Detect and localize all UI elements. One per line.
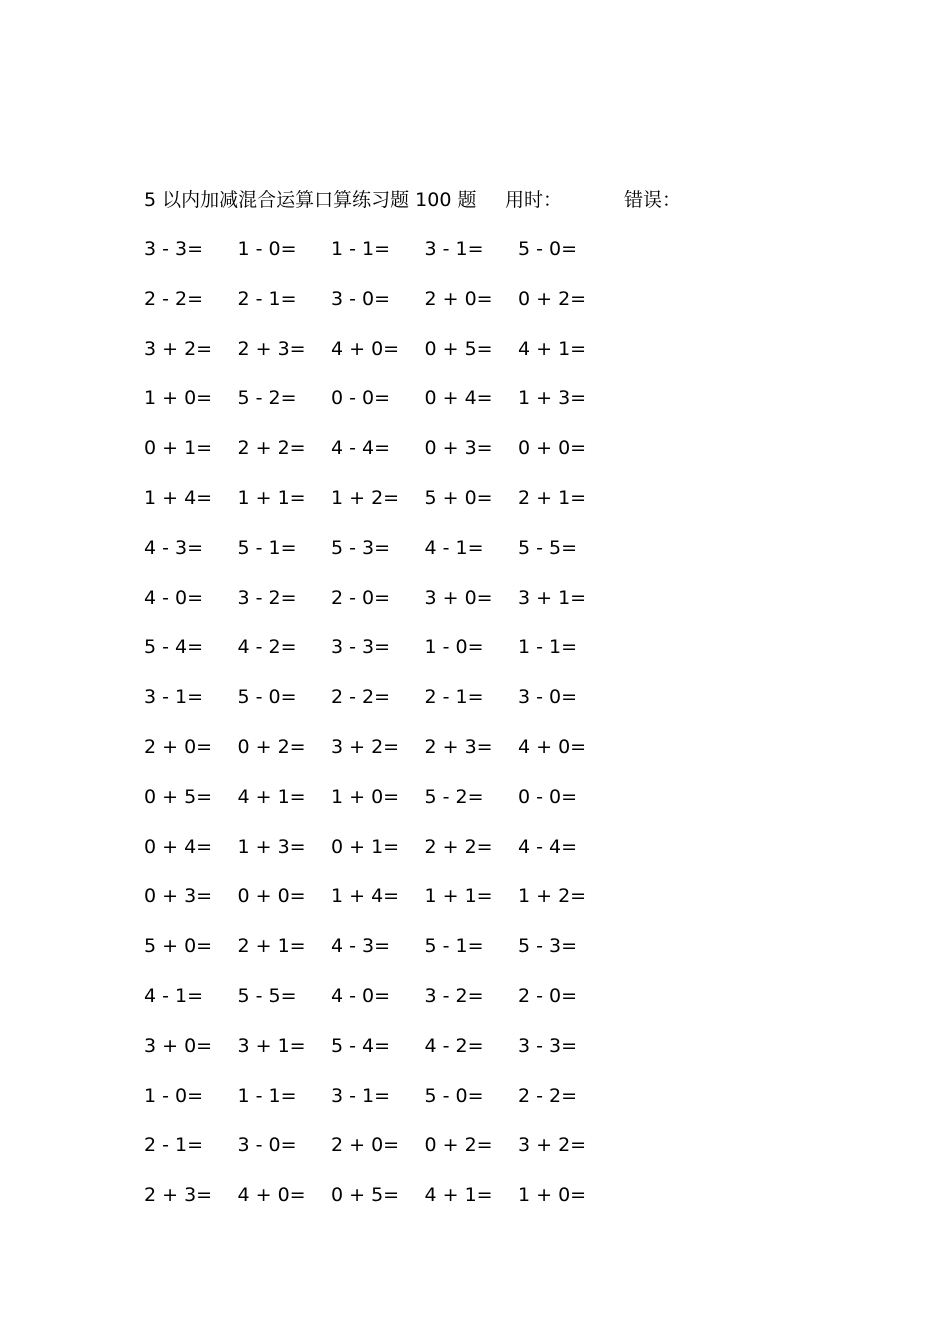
problem-cell: 3 - 2=	[237, 586, 297, 609]
errors-label: 错误：	[624, 189, 682, 211]
problem-cell: 0 - 0=	[331, 387, 391, 410]
problem-row	[144, 833, 614, 883]
problem-cell: 2 - 2=	[331, 686, 391, 709]
problem-cell: 0 + 3=	[144, 885, 213, 908]
problem-cell: 2 + 1=	[518, 486, 587, 509]
problem-cell: 0 - 0=	[518, 785, 578, 808]
problem-cell: 3 + 2=	[331, 735, 400, 758]
problem-cell: 4 + 0=	[518, 735, 587, 758]
problem-cell: 1 - 0=	[237, 238, 297, 260]
problem-cell: 0 + 2=	[518, 287, 587, 310]
problem-cell: 4 - 4=	[518, 835, 578, 858]
time-used-label: 用时：	[505, 189, 563, 211]
problem-cell: 2 - 1=	[424, 686, 484, 709]
problem-cell: 2 - 2=	[518, 1084, 578, 1107]
problem-cell: 3 + 2=	[518, 1134, 587, 1157]
problem-row	[144, 1082, 614, 1132]
problem-row	[144, 384, 614, 434]
problem-cell: 1 + 4=	[144, 486, 213, 509]
problem-cell: 5 - 3=	[331, 536, 391, 559]
problem-cell: 5 - 0=	[237, 686, 297, 709]
problem-cell: 4 + 0=	[331, 337, 400, 360]
problem-cell: 4 - 1=	[424, 536, 484, 559]
problem-cell: 3 + 0=	[424, 586, 493, 609]
problem-cell: 0 + 2=	[237, 735, 306, 758]
problem-cell: 1 + 1=	[424, 885, 493, 908]
problem-cell: 4 - 2=	[424, 1034, 484, 1057]
problem-cell: 0 + 5=	[144, 785, 213, 808]
problem-cell: 1 - 0=	[144, 1084, 204, 1107]
problem-cell: 5 - 0=	[424, 1084, 484, 1107]
worksheet-title: 5 以内加减混合运算口算练习题 100 题	[144, 189, 477, 211]
problem-row	[144, 783, 614, 833]
problem-cell: 2 + 0=	[424, 287, 493, 310]
problem-cell: 5 + 0=	[144, 935, 213, 958]
problem-cell: 0 + 5=	[331, 1184, 400, 1207]
problem-cell: 1 + 0=	[518, 1184, 587, 1207]
problem-row	[144, 733, 614, 783]
problem-cell: 3 - 3=	[331, 636, 391, 659]
problem-cell: 0 + 4=	[144, 835, 213, 858]
problem-cell: 4 - 2=	[237, 636, 297, 659]
problem-cell: 2 + 2=	[237, 437, 306, 460]
problem-cell: 2 - 0=	[518, 984, 578, 1007]
problem-cell: 4 - 3=	[144, 536, 204, 559]
problem-cell: 2 - 0=	[331, 586, 391, 609]
problem-cell: 2 - 1=	[144, 1134, 204, 1157]
problem-cell: 2 + 3=	[424, 735, 493, 758]
problem-row	[144, 285, 614, 335]
problem-cell: 0 + 4=	[424, 387, 493, 410]
problem-cell: 2 + 0=	[144, 735, 213, 758]
problem-cell: 2 - 2=	[144, 287, 204, 310]
problem-cell: 5 - 2=	[237, 387, 297, 410]
problem-row	[144, 1131, 614, 1181]
problem-cell: 5 - 5=	[518, 536, 578, 559]
problem-cell: 2 + 3=	[237, 337, 306, 360]
problem-cell: 4 + 1=	[424, 1184, 493, 1207]
problem-cell: 3 - 3=	[518, 1034, 578, 1057]
problem-cell: 1 - 1=	[331, 238, 391, 260]
problem-cell: 3 - 1=	[144, 686, 204, 709]
problem-cell: 1 + 0=	[144, 387, 213, 410]
problem-cell: 2 - 1=	[237, 287, 297, 310]
problem-row	[144, 882, 614, 932]
problem-cell: 0 + 0=	[518, 437, 587, 460]
problem-cell: 5 - 0=	[518, 238, 578, 260]
problem-cell: 1 + 4=	[331, 885, 400, 908]
problem-cell: 0 + 3=	[424, 437, 493, 460]
problem-cell: 4 - 0=	[144, 586, 204, 609]
problem-cell: 3 - 0=	[518, 686, 578, 709]
problem-row	[144, 932, 614, 982]
problem-row	[144, 584, 614, 634]
problem-cell: 4 - 4=	[331, 437, 391, 460]
problem-cell: 1 - 1=	[237, 1084, 297, 1107]
problem-cell: 3 + 0=	[144, 1034, 213, 1057]
problem-cell: 0 + 0=	[237, 885, 306, 908]
problem-cell: 3 + 1=	[237, 1034, 306, 1057]
problem-cell: 1 + 1=	[237, 486, 306, 509]
problem-cell: 4 - 3=	[331, 935, 391, 958]
problem-cell: 3 - 1=	[331, 1084, 391, 1107]
problem-cell: 5 - 2=	[424, 785, 484, 808]
problem-cell: 3 + 2=	[144, 337, 213, 360]
problem-cell: 2 + 2=	[424, 835, 493, 858]
problem-cell: 3 - 3=	[144, 238, 204, 260]
problem-cell: 1 + 2=	[331, 486, 400, 509]
problem-cell: 4 + 1=	[237, 785, 306, 808]
problem-cell: 5 - 3=	[518, 935, 578, 958]
problem-cell: 5 - 4=	[331, 1034, 391, 1057]
problem-cell: 3 + 1=	[518, 586, 587, 609]
problem-cell: 4 + 1=	[518, 337, 587, 360]
problem-row	[144, 235, 614, 285]
problem-cell: 1 + 2=	[518, 885, 587, 908]
problem-cell: 1 - 1=	[518, 636, 578, 659]
problem-cell: 0 + 1=	[144, 437, 213, 460]
problem-row	[144, 1181, 614, 1231]
problem-cell: 1 - 0=	[424, 636, 484, 659]
problem-row	[144, 534, 614, 584]
problem-cell: 2 + 0=	[331, 1134, 400, 1157]
problem-cell: 3 - 0=	[237, 1134, 297, 1157]
problem-row	[144, 982, 614, 1032]
problem-cell: 0 + 2=	[424, 1134, 493, 1157]
problem-cell: 4 - 1=	[144, 984, 204, 1007]
problem-cell: 0 + 1=	[331, 835, 400, 858]
problem-cell: 0 + 5=	[424, 337, 493, 360]
problem-cell: 5 + 0=	[424, 486, 493, 509]
problem-cell: 1 + 3=	[237, 835, 306, 858]
problem-row	[144, 1032, 614, 1082]
problem-row	[144, 335, 614, 385]
problem-row	[144, 633, 614, 683]
problem-cell: 1 + 0=	[331, 785, 400, 808]
problem-row	[144, 484, 614, 534]
problem-cell: 2 + 3=	[144, 1184, 213, 1207]
problem-cell: 3 - 1=	[424, 238, 484, 260]
problem-cell: 5 - 4=	[144, 636, 204, 659]
problem-cell: 2 + 1=	[237, 935, 306, 958]
problem-grid	[144, 235, 614, 1231]
problem-cell: 5 - 5=	[237, 984, 297, 1007]
problem-row	[144, 434, 614, 484]
problem-cell: 1 + 3=	[518, 387, 587, 410]
problem-cell: 5 - 1=	[424, 935, 484, 958]
problem-cell: 4 - 0=	[331, 984, 391, 1007]
problem-cell: 5 - 1=	[237, 536, 297, 559]
problem-cell: 3 - 0=	[331, 287, 391, 310]
problem-row	[144, 683, 614, 733]
problem-cell: 4 + 0=	[237, 1184, 306, 1207]
problem-cell: 3 - 2=	[424, 984, 484, 1007]
